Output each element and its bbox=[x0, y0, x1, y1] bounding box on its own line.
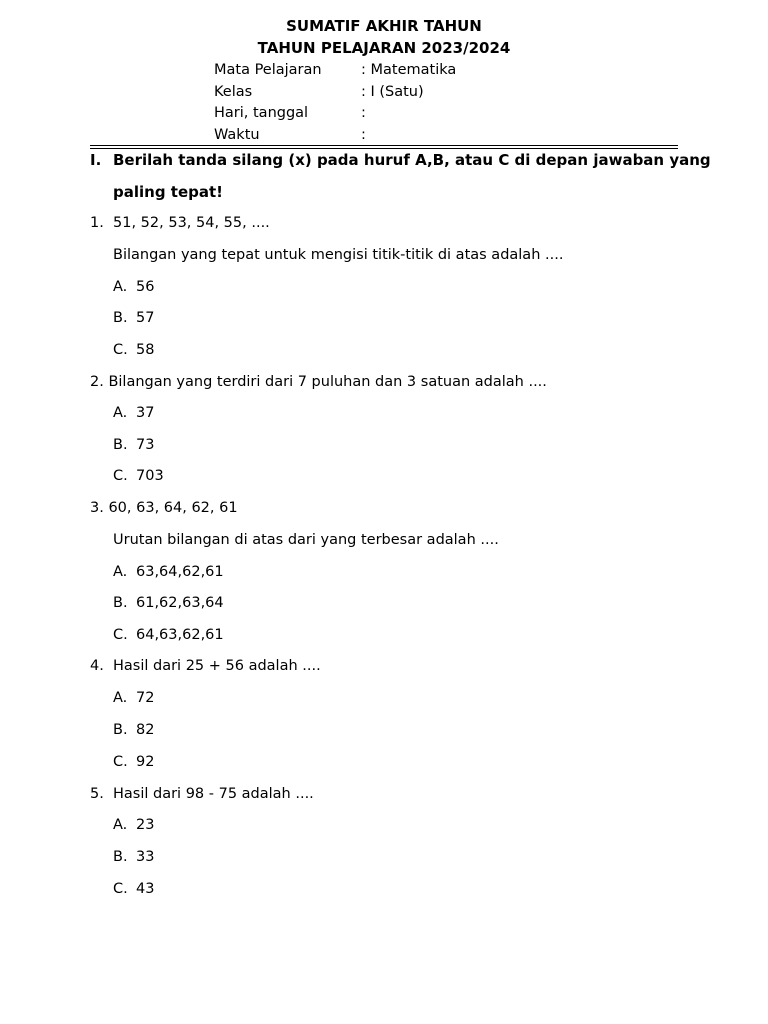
option-text: 63,64,62,61 bbox=[136, 564, 224, 580]
option-text: 61,62,63,64 bbox=[136, 595, 224, 611]
option-letter: C. bbox=[113, 881, 128, 897]
question-3 bbox=[90, 500, 238, 516]
option-letter: C. bbox=[113, 754, 128, 770]
section-number: I. bbox=[90, 151, 102, 169]
meta-label: Waktu bbox=[214, 127, 260, 143]
question-text: Hasil dari 98 - 75 adalah .... bbox=[113, 786, 314, 802]
question-subtext: Urutan bilangan di atas dari yang terbesar adalah .... bbox=[113, 532, 499, 548]
option-text: 73 bbox=[136, 437, 155, 453]
meta-value: : Matematika bbox=[361, 62, 457, 78]
option-letter: A. bbox=[113, 279, 128, 295]
option-text: 43 bbox=[136, 881, 155, 897]
question-2 bbox=[90, 374, 547, 390]
question-number: 4. bbox=[90, 658, 104, 674]
option-b bbox=[113, 722, 154, 738]
question-number: 1. bbox=[90, 215, 104, 231]
question-number: 3. bbox=[90, 500, 104, 516]
option-letter: A. bbox=[113, 564, 128, 580]
question-text: 60, 63, 64, 62, 61 bbox=[108, 500, 238, 516]
option-c bbox=[113, 468, 164, 484]
option-text: 23 bbox=[136, 817, 155, 833]
section-instruction: Berilah tanda silang (x) pada huruf A,B, atau C di depan jawaban yang bbox=[113, 151, 711, 169]
question-1 bbox=[90, 215, 270, 231]
option-letter: B. bbox=[113, 437, 128, 453]
option-text: 58 bbox=[136, 342, 155, 358]
option-text: 82 bbox=[136, 722, 155, 738]
question-text: Hasil dari 25 + 56 adalah .... bbox=[113, 658, 321, 674]
option-text: 57 bbox=[136, 310, 155, 326]
option-text: 33 bbox=[136, 849, 155, 865]
question-text: Bilangan yang terdiri dari 7 puluhan dan 3 satuan adalah .... bbox=[108, 374, 547, 390]
option-letter: B. bbox=[113, 849, 128, 865]
question-5 bbox=[90, 786, 314, 802]
header-divider bbox=[90, 148, 678, 149]
question-number: 5. bbox=[90, 786, 104, 802]
option-c bbox=[113, 881, 154, 897]
option-c bbox=[113, 342, 154, 358]
option-letter: C. bbox=[113, 342, 128, 358]
question-subtext: Bilangan yang tepat untuk mengisi titik-titik di atas adalah .... bbox=[113, 247, 564, 263]
meta-label: Hari, tanggal bbox=[214, 105, 309, 121]
option-a bbox=[113, 405, 154, 421]
option-a bbox=[113, 817, 154, 833]
option-letter: B. bbox=[113, 722, 128, 738]
option-letter: C. bbox=[113, 468, 128, 484]
option-text: 64,63,62,61 bbox=[136, 627, 224, 643]
meta-value: : I (Satu) bbox=[361, 84, 424, 100]
option-a bbox=[113, 279, 154, 295]
option-letter: B. bbox=[113, 310, 128, 326]
meta-label: Kelas bbox=[214, 84, 253, 100]
section-instruction-cont: paling tepat! bbox=[113, 183, 223, 201]
option-text: 37 bbox=[136, 405, 155, 421]
option-b bbox=[113, 595, 224, 611]
option-letter: A. bbox=[113, 690, 128, 706]
option-b bbox=[113, 310, 154, 326]
option-text: 92 bbox=[136, 754, 155, 770]
header-divider bbox=[90, 145, 678, 146]
option-c bbox=[113, 754, 154, 770]
option-b bbox=[113, 437, 154, 453]
option-a bbox=[113, 690, 154, 706]
option-text: 703 bbox=[136, 468, 164, 484]
meta-value: : bbox=[361, 127, 366, 143]
option-letter: B. bbox=[113, 595, 128, 611]
option-letter: A. bbox=[113, 817, 128, 833]
exam-year: TAHUN PELAJARAN 2023/2024 bbox=[257, 39, 511, 57]
option-letter: C. bbox=[113, 627, 128, 643]
meta-label: Mata Pelajaran bbox=[214, 62, 322, 78]
option-text: 72 bbox=[136, 690, 155, 706]
option-letter: A. bbox=[113, 405, 128, 421]
option-a bbox=[113, 564, 224, 580]
exam-title: SUMATIF AKHIR TAHUN bbox=[286, 17, 482, 35]
meta-value: : bbox=[361, 105, 366, 121]
question-text: 51, 52, 53, 54, 55, .... bbox=[113, 215, 270, 231]
option-b bbox=[113, 849, 154, 865]
question-4 bbox=[90, 658, 321, 674]
option-text: 56 bbox=[136, 279, 155, 295]
question-number: 2. bbox=[90, 374, 104, 390]
option-c bbox=[113, 627, 224, 643]
